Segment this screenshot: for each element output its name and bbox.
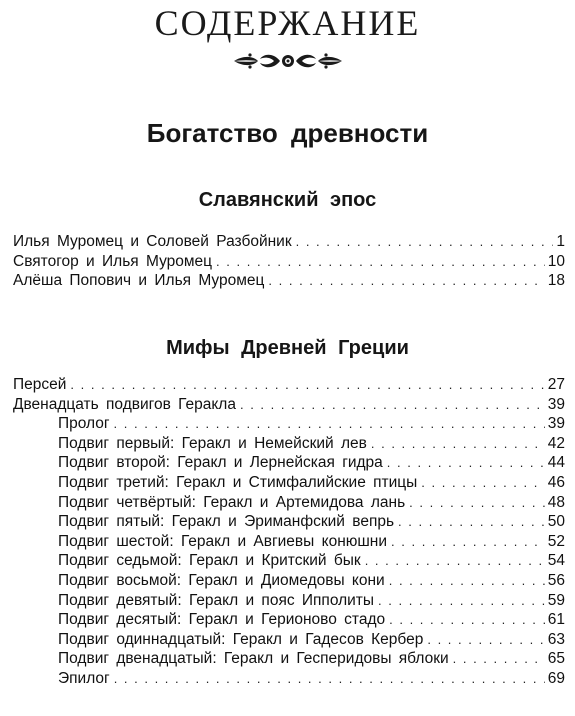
toc-entry-page: 39 <box>547 395 565 413</box>
toc-entry-page: 27 <box>547 376 565 393</box>
toc-entry-title: Пролог <box>58 415 110 433</box>
toc-entry[interactable] <box>0 271 575 291</box>
toc-entry-title: Алёша Попович и Илья Муромец <box>13 272 265 290</box>
dot-leader <box>398 512 545 532</box>
toc-entry-page: 54 <box>547 552 565 570</box>
toc-list-slavic-epic <box>0 232 575 291</box>
toc-subentry[interactable] <box>0 591 575 611</box>
toc-entry-title: Персей <box>13 376 67 393</box>
dot-leader <box>240 395 545 415</box>
toc-entry-page: 46 <box>547 473 565 491</box>
section-title-slavic-epic: Славянский эпос <box>198 189 377 211</box>
toc-entry-title: Подвиг шестой: Геракл и Авгиевы конюшни <box>58 532 388 550</box>
toc-entry-title: Подвиг восьмой: Геракл и Диомедовы кони <box>58 571 385 589</box>
toc-entry-title: Подвиг десятый: Геракл и Герионово стадо <box>58 611 386 629</box>
dot-leader <box>389 610 545 630</box>
toc-entry-page: 42 <box>547 434 565 452</box>
toc-entry-page: 56 <box>547 571 565 589</box>
toc-subentry[interactable] <box>0 610 575 630</box>
toc-entry-page: 18 <box>547 272 565 290</box>
toc-list-greek-myths <box>0 375 575 689</box>
toc-entry-title: Илья Муромец и Соловей Разбойник <box>13 233 292 250</box>
dot-leader <box>268 271 544 291</box>
toc-entry-title: Эпилог <box>58 669 110 687</box>
toc-subentry[interactable] <box>0 493 575 513</box>
dot-leader <box>296 232 554 252</box>
dot-leader <box>389 571 545 591</box>
toc-entry-page: 1 <box>556 233 565 250</box>
dot-leader <box>114 414 545 434</box>
toc-subentry[interactable] <box>0 414 575 434</box>
toc-entry-page: 65 <box>547 650 565 668</box>
toc-entry-page: 63 <box>547 630 565 648</box>
toc-entry[interactable] <box>0 252 575 272</box>
toc-entry-page: 10 <box>547 252 565 270</box>
toc-subentry[interactable] <box>0 453 575 473</box>
toc-entry-title: Подвиг первый: Геракл и Немейский лев <box>58 434 367 452</box>
dot-leader <box>453 649 545 669</box>
toc-subentry[interactable] <box>0 630 575 650</box>
toc-entry-title: Подвиг седьмой: Геракл и Критский бык <box>58 552 361 570</box>
part-title: Богатство древности <box>146 118 429 148</box>
ornament-divider-icon <box>228 48 348 74</box>
toc-entry-title: Двенадцать подвигов Геракла <box>13 395 236 413</box>
section-title-greek-myths: Мифы Древней Греции <box>166 337 409 359</box>
dot-leader <box>427 630 544 650</box>
toc-entry-page: 69 <box>547 669 565 687</box>
page-title: СОДЕРЖАНИЕ <box>154 3 421 43</box>
dot-leader <box>391 532 545 552</box>
toc-entry-title: Подвиг одиннадцатый: Геракл и Гадесов Кербер <box>58 630 424 648</box>
toc-entry-title: Подвиг второй: Геракл и Лернейская гидра <box>58 454 383 472</box>
toc-entry-page: 61 <box>547 611 565 629</box>
dot-leader <box>216 252 545 272</box>
dot-leader <box>114 669 545 689</box>
dot-leader <box>387 453 545 473</box>
dot-leader <box>409 493 545 513</box>
toc-subentry[interactable] <box>0 649 575 669</box>
toc-entry[interactable] <box>0 375 575 395</box>
toc-entry-title: Святогор и Илья Муромец <box>13 252 213 270</box>
toc-subentry[interactable] <box>0 434 575 454</box>
toc-entry-title: Подвиг четвёртый: Геракл и Артемидова лань <box>58 493 406 511</box>
toc-entry-page: 50 <box>547 513 565 531</box>
toc-entry-title: Подвиг девятый: Геракл и пояс Ипполиты <box>58 591 375 609</box>
toc-entry[interactable] <box>0 395 575 415</box>
toc-entry-title: Подвиг двенадцатый: Геракл и Гесперидовы яблоки <box>58 650 449 668</box>
toc-entry-page: 59 <box>547 591 565 609</box>
toc-entry-page: 48 <box>547 493 565 511</box>
toc-subentry[interactable] <box>0 571 575 591</box>
dot-leader <box>70 375 544 395</box>
toc-entry[interactable] <box>0 232 575 252</box>
toc-subentry[interactable] <box>0 551 575 571</box>
toc-subentry[interactable] <box>0 473 575 493</box>
toc-entry-title: Подвиг третий: Геракл и Стимфалийские птицы <box>58 473 418 491</box>
toc-subentry[interactable] <box>0 512 575 532</box>
dot-leader <box>371 434 545 454</box>
toc-subentry[interactable] <box>0 532 575 552</box>
toc-entry-page: 52 <box>547 532 565 550</box>
toc-entry-title: Подвиг пятый: Геракл и Эриманфский вепрь <box>58 513 395 531</box>
toc-subentry[interactable] <box>0 669 575 689</box>
dot-leader <box>365 551 545 571</box>
dot-leader <box>421 473 544 493</box>
dot-leader <box>378 591 545 611</box>
toc-entry-page: 44 <box>547 454 565 472</box>
toc-entry-page: 39 <box>547 415 565 433</box>
